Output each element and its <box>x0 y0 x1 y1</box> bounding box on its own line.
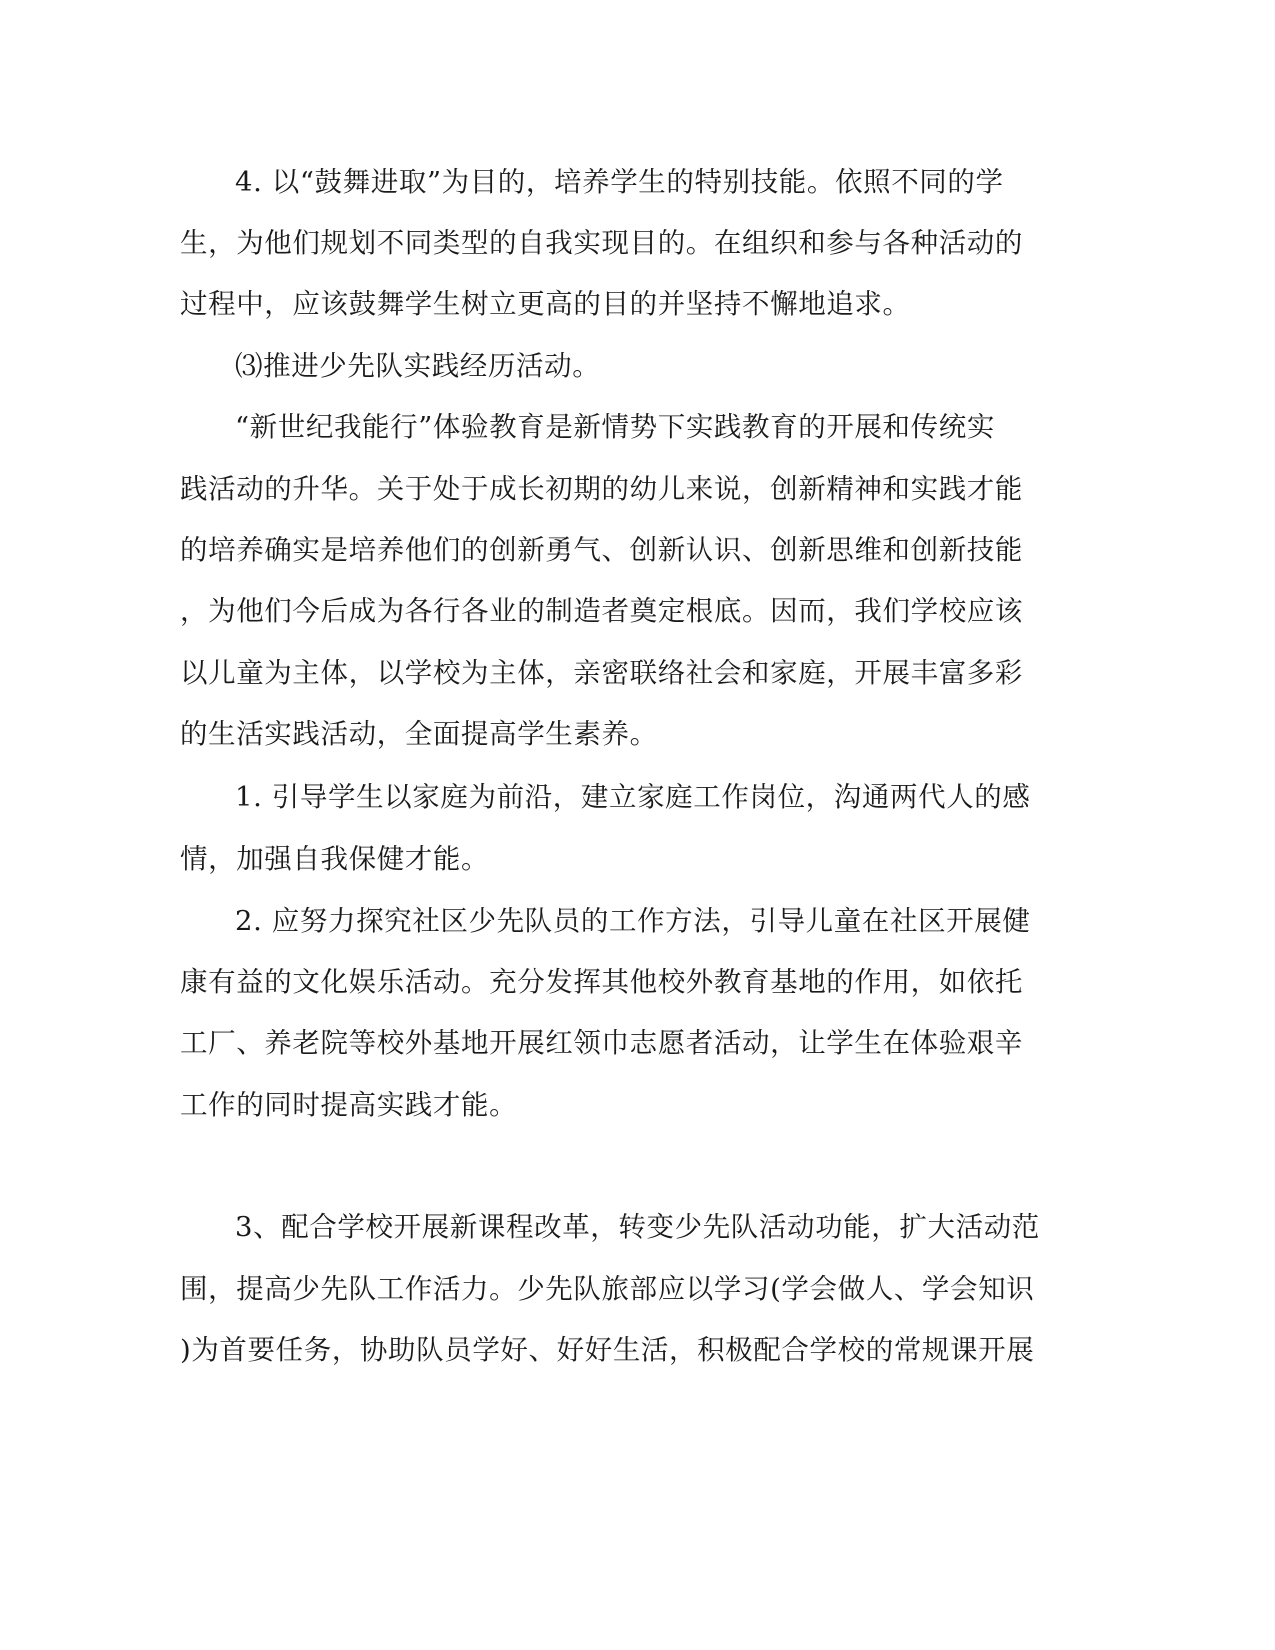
text-line: 情，加强自我保健才能。 <box>180 843 490 875</box>
text-line: 以儿童为主体，以学校为主体，亲密联络社会和家庭，开展丰富多彩 <box>180 657 1023 689</box>
text-line: )为首要任务，协助队员学好、好好生活，积极配合学校的常规课开展 <box>180 1334 1035 1366</box>
text-line: 过程中，应该鼓舞学生树立更高的目的并坚持不懈地追求。 <box>180 288 911 320</box>
text-line: 工厂、养老院等校外基地开展红领巾志愿者活动，让学生在体验艰辛 <box>180 1027 1023 1059</box>
text-line: 围，提高少先队工作活力。少先队旅部应以学习(学会做人、学会知识 <box>180 1273 1035 1305</box>
text-line: 工作的同时提高实践才能。 <box>180 1089 518 1121</box>
section-heading: ⑶推进少先队实践经历活动。 <box>235 350 601 382</box>
text-line: 的生活实践活动，全面提高学生素养。 <box>180 718 658 750</box>
text-line: 生，为他们规划不同类型的自我实现目的。在组织和参与各种活动的 <box>180 227 1023 259</box>
text-line: 2. 应努力探究社区少先队员的工作方法，引导儿童在社区开展健 <box>235 905 1031 937</box>
text-line: 3、配合学校开展新课程改革，转变少先队活动功能，扩大活动范 <box>235 1211 1040 1243</box>
text-line: 1. 引导学生以家庭为前沿，建立家庭工作岗位，沟通两代人的感 <box>235 781 1031 813</box>
text-line: 康有益的文化娱乐活动。充分发挥其他校外教育基地的作用，如依托 <box>180 966 1023 998</box>
text-line: 的培养确实是培养他们的创新勇气、创新认识、创新思维和创新技能 <box>180 534 1023 566</box>
text-line: 4. 以“鼓舞进取”为目的，培养学生的特别技能。依照不同的学 <box>235 166 1004 198</box>
text-line: ，为他们今后成为各行各业的制造者奠定根底。因而，我们学校应该 <box>180 595 1023 627</box>
text-line: 践活动的升华。关于处于成长初期的幼儿来说，创新精神和实践才能 <box>180 473 1023 505</box>
text-line: “新世纪我能行”体验教育是新情势下实践教育的开展和传统实 <box>235 411 995 443</box>
